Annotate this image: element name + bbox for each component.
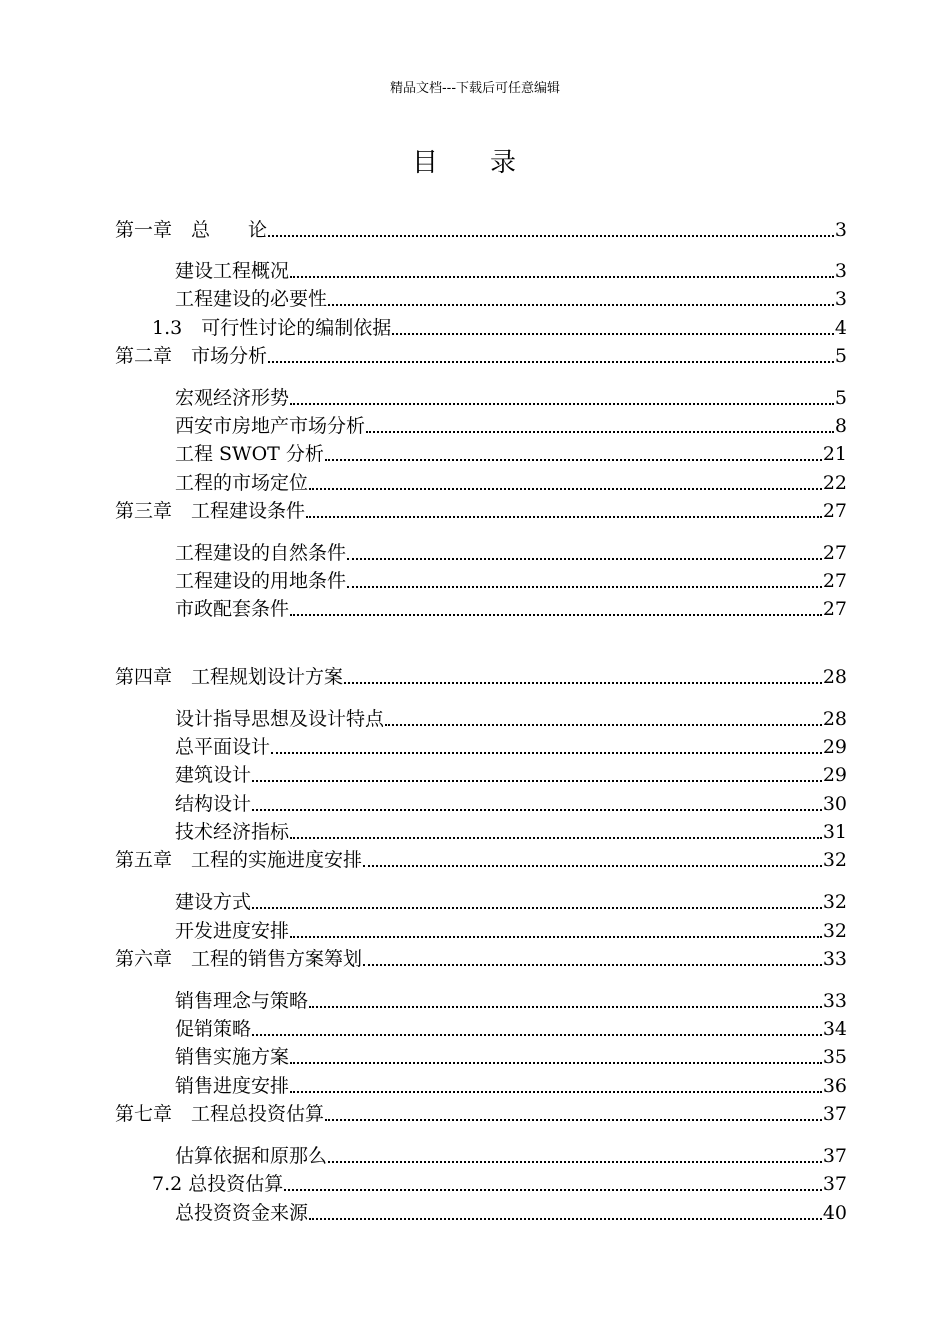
toc-entry-label: 结构设计 [175, 793, 252, 815]
toc-entry-label: 技术经济指标 [175, 821, 290, 843]
dot-leader [252, 809, 822, 811]
toc-entry-page-number: 3 [834, 288, 847, 310]
toc-chapter-entry[interactable] [115, 217, 847, 243]
toc-entry-page-number: 40 [822, 1202, 847, 1224]
toc-section-entry[interactable] [175, 706, 847, 732]
toc-entry-label: 总投资资金来源 [175, 1202, 309, 1224]
dot-leader [290, 1091, 822, 1093]
dot-leader [392, 333, 834, 335]
toc-entry-page-number: 29 [822, 736, 847, 758]
toc-entry-label: 宏观经济形势 [175, 387, 290, 409]
toc-entry-label: 销售理念与策略 [175, 990, 309, 1012]
page-header: 精品文档---下载后可任意编辑 [389, 81, 561, 96]
toc-entry-page-number: 5 [834, 345, 847, 367]
toc-section-entry[interactable] [175, 1143, 847, 1169]
toc-section-entry[interactable] [175, 470, 847, 496]
toc-entry-label: 工程建设的用地条件 [175, 570, 347, 592]
toc-section-entry[interactable] [175, 258, 847, 284]
toc-section-entry[interactable] [175, 540, 847, 566]
toc-section-entry[interactable] [175, 988, 847, 1014]
dot-leader [309, 488, 822, 490]
toc-section-entry[interactable] [175, 918, 847, 944]
toc-entry-page-number: 30 [822, 793, 847, 815]
toc-entry-label: 建筑设计 [175, 764, 252, 786]
dot-leader [325, 459, 822, 461]
toc-section-entry[interactable] [175, 1044, 847, 1070]
toc-section-entry[interactable] [175, 762, 847, 788]
toc-entry-page-number: 22 [822, 472, 847, 494]
toc-chapter-entry[interactable] [115, 946, 847, 972]
dot-leader [290, 936, 822, 938]
dot-leader [290, 276, 834, 278]
toc-entry-label: 第一章 总 论 [115, 219, 268, 241]
dot-leader [252, 1034, 822, 1036]
toc-section-entry[interactable] [175, 889, 847, 915]
toc-entry-label: 建设方式 [175, 891, 252, 913]
dot-leader [328, 1161, 822, 1163]
dot-leader [290, 837, 822, 839]
toc-section-entry[interactable] [175, 791, 847, 817]
dot-leader [366, 431, 834, 433]
dot-leader [344, 682, 822, 684]
toc-entry-label: 促销策略 [175, 1018, 252, 1040]
toc-section-entry[interactable] [175, 819, 847, 845]
toc-entry-page-number: 34 [822, 1018, 847, 1040]
dot-leader [290, 614, 822, 616]
dot-leader [268, 235, 834, 237]
toc-entry-label: 第六章 工程的销售方案筹划 [115, 948, 363, 970]
dot-leader [328, 304, 834, 306]
toc-section-entry[interactable] [175, 1200, 847, 1226]
toc-section-entry[interactable] [175, 385, 847, 411]
toc-entry-page-number: 4 [834, 317, 847, 339]
toc-entry-label: 第五章 工程的实施进度安排 [115, 849, 363, 871]
toc-entry-page-number: 31 [822, 821, 847, 843]
toc-entry-page-number: 32 [822, 891, 847, 913]
toc-section-entry[interactable] [175, 734, 847, 760]
toc-entry-label: 第三章 工程建设条件 [115, 500, 306, 522]
dot-leader [363, 964, 822, 966]
toc-entry-page-number: 27 [822, 598, 847, 620]
toc-chapter-entry[interactable] [115, 343, 847, 369]
dot-leader [385, 724, 822, 726]
toc-section-entry[interactable] [175, 286, 847, 312]
toc-entry-page-number: 32 [822, 920, 847, 942]
toc-entry-page-number: 37 [822, 1173, 847, 1195]
dot-leader [252, 780, 822, 782]
dot-leader [309, 1006, 822, 1008]
toc-title: 目录 [411, 148, 568, 178]
dot-leader [347, 558, 822, 560]
toc-entry-label: 西安市房地产市场分析 [175, 415, 366, 437]
toc-chapter-entry[interactable] [115, 664, 847, 690]
dot-leader [306, 516, 822, 518]
toc-entry-label: 工程的市场定位 [175, 472, 309, 494]
toc-entry-page-number: 3 [834, 219, 847, 241]
toc-entry-label: 工程建设的必要性 [175, 288, 328, 310]
toc-chapter-entry[interactable] [115, 1101, 847, 1127]
dot-leader [268, 361, 834, 363]
dot-leader [284, 1189, 822, 1191]
toc-section-entry[interactable] [175, 441, 847, 467]
toc-entry-label: 销售实施方案 [175, 1046, 290, 1068]
toc-section-entry[interactable] [175, 413, 847, 439]
toc-entry-page-number: 27 [822, 500, 847, 522]
toc-entry-label: 第七章 工程总投资估算 [115, 1103, 325, 1125]
toc-entry-page-number: 27 [822, 570, 847, 592]
toc-entry-page-number: 37 [822, 1145, 847, 1167]
toc-entry-label: 1.3 可行性讨论的编制依据 [152, 317, 392, 339]
toc-chapter-entry[interactable] [115, 498, 847, 524]
toc-entry-page-number: 33 [822, 948, 847, 970]
dot-leader [252, 907, 822, 909]
toc-entry-page-number: 37 [822, 1103, 847, 1125]
toc-section-entry[interactable] [175, 568, 847, 594]
toc-section-entry[interactable] [175, 596, 847, 622]
dot-leader [290, 403, 834, 405]
toc-entry-label: 工程 SWOT 分析 [175, 443, 324, 465]
toc-entry-label: 估算依据和原那么 [175, 1145, 328, 1167]
toc-entry-page-number: 32 [822, 849, 847, 871]
toc-section-entry[interactable] [175, 1016, 847, 1042]
toc-section-entry[interactable] [152, 1171, 847, 1197]
dot-leader [325, 1119, 822, 1121]
toc-entry-label: 设计指导思想及设计特点 [175, 708, 385, 730]
dot-leader [363, 865, 822, 867]
toc-entry-page-number: 36 [822, 1075, 847, 1097]
dot-leader [309, 1218, 822, 1220]
toc-entry-page-number: 21 [822, 443, 847, 465]
toc-entry-label: 建设工程概况 [175, 260, 290, 282]
toc-entry-label: 工程建设的自然条件 [175, 542, 347, 564]
dot-leader [271, 752, 822, 754]
toc-entry-label: 第四章 工程规划设计方案 [115, 666, 344, 688]
toc-entry-label: 销售进度安排 [175, 1075, 290, 1097]
dot-leader [290, 1062, 822, 1064]
toc-chapter-entry[interactable] [115, 847, 847, 873]
toc-entry-page-number: 27 [822, 542, 847, 564]
toc-section-entry[interactable] [175, 1073, 847, 1099]
toc-entry-page-number: 3 [834, 260, 847, 282]
toc-entry-label: 第二章 市场分析 [115, 345, 268, 367]
toc-entry-page-number: 8 [834, 415, 847, 437]
toc-entry-page-number: 28 [822, 708, 847, 730]
toc-entry-label: 7.2 总投资估算 [152, 1173, 284, 1195]
toc-entry-label: 开发进度安排 [175, 920, 290, 942]
toc-section-entry[interactable] [152, 315, 847, 341]
toc-entry-page-number: 29 [822, 764, 847, 786]
toc-entry-label: 总平面设计 [175, 736, 271, 758]
toc-entry-label: 市政配套条件 [175, 598, 290, 620]
toc-entry-page-number: 33 [822, 990, 847, 1012]
toc-entry-page-number: 5 [834, 387, 847, 409]
dot-leader [347, 586, 822, 588]
toc-entry-page-number: 28 [822, 666, 847, 688]
toc-entry-page-number: 35 [822, 1046, 847, 1068]
